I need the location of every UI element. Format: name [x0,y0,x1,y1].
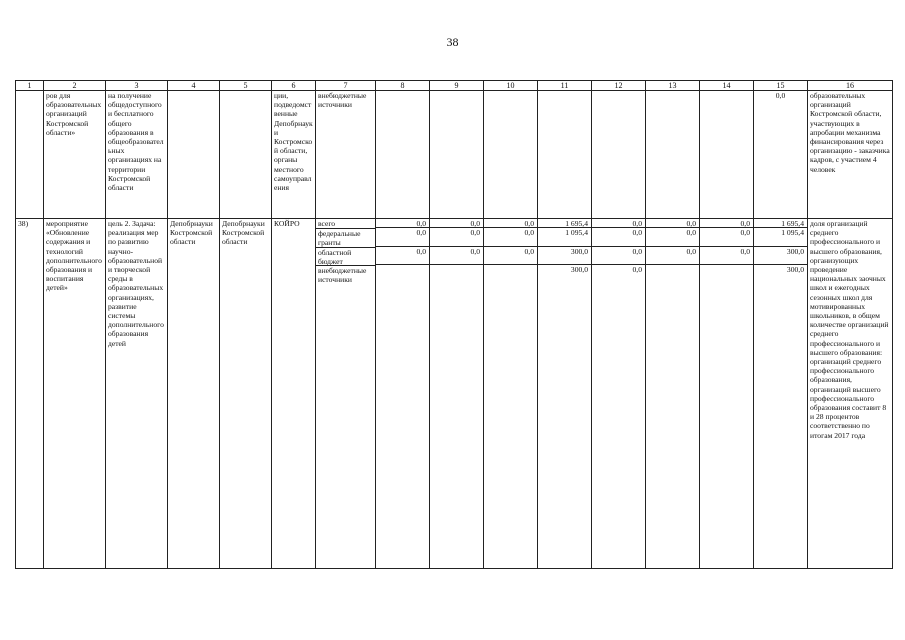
cell-goal: на получение общедоступного и бесплатного общего образования в общеобразовательных организациях на территории Костромской области [106,91,168,219]
cell-values-col11 [538,219,592,569]
table-row-38 [16,219,893,569]
cell-coordinator: Депобрнауки Костромской области [220,219,272,569]
cell-executor: КОЙРО [272,219,316,569]
value-federal: 0,0 [484,228,537,246]
value-federal: 1 095,4 [538,228,591,246]
cell-event-name: ров для образовательных организаций Костромской области» [44,91,106,219]
header-cell-4: 4 [168,81,220,91]
value-total: 1 695,4 [754,219,807,228]
source-extrabudget: внебюджетные источники [318,265,367,285]
cell-indicator: образовательных организаций Костромской области, участвующих в апробации механизма финансирования через организацию - заказчика кадров, с участием 4 человек [808,91,893,219]
cell-value [700,91,754,219]
value-regional: 0,0 [646,247,699,265]
value-regional: 0,0 [376,247,429,265]
program-table [15,80,893,569]
value-regional: 300,0 [538,247,591,265]
value-total: 0,0 [700,219,753,228]
header-cell-8: 8 [376,81,430,91]
value-federal: 0,0 [376,228,429,246]
value-federal: 0,0 [646,228,699,246]
value-extrabudget: 300,0 [786,264,804,274]
value-federal: 0,0 [592,228,645,246]
value-federal: 0,0 [430,228,483,246]
value-extrabudget [700,265,753,274]
cell-values-col9 [430,219,484,569]
cell-coordinator [220,91,272,219]
header-cell-11: 11 [538,81,592,91]
page-number: 38 [446,35,459,49]
header-cell-5: 5 [220,81,272,91]
value-total: 0,0 [646,219,699,228]
source-regional: областной бюджет [316,248,375,266]
header-cell-1: 1 [16,81,44,91]
cell-value [376,91,430,219]
source-federal: федеральные гранты [316,229,375,247]
value-total: 0,0 [376,219,429,228]
cell-value [592,91,646,219]
value-federal: 1 095,4 [754,228,807,246]
value-regional: 0,0 [430,247,483,265]
header-cell-2: 2 [44,81,106,91]
cell-executor: ции, подведомственные Депобрнауки Костромской области, органы местного самоуправления [272,91,316,219]
value-federal: 0,0 [700,228,753,246]
cell-value [646,91,700,219]
cell-indicator: доля организаций среднего профессионального и высшего образования, организующих проведение национальных заочных школ и ежегодных сезонных школ для мотивированных школьников, в общем количестве организаций среднего профессионального и высшего образования: организаций среднего профессионального образования, организаций высшего профессионального образования составит 8 и 28 процентов соответственно по итогам 2017 года [808,219,893,569]
cell-funding-source: внебюджетные источники [316,91,376,219]
header-cell-3: 3 [106,81,168,91]
cell-value [484,91,538,219]
value-regional: 300,0 [754,247,807,265]
cell-values-col13 [646,219,700,569]
header-row [16,81,893,91]
cell-customer [168,91,220,219]
cell-value [538,91,592,219]
value-extrabudget [484,265,537,274]
header-cell-16: 16 [808,81,893,91]
value-extrabudget: 300,0 [570,264,588,274]
header-cell-7: 7 [316,81,376,91]
header-cell-13: 13 [646,81,700,91]
cell-customer: Депобрнауки Костромской области [168,219,220,569]
header-cell-9: 9 [430,81,484,91]
value-regional: 0,0 [592,247,645,265]
value-total: 1 695,4 [538,219,591,228]
value-regional: 0,0 [700,247,753,265]
source-total: всего [316,219,375,229]
value-extrabudget [376,265,429,274]
cell-number: 38) [16,219,44,569]
cell-values-col8 [376,219,430,569]
cell-total-value: 0,0 [754,91,808,219]
cell-goal: цель 2. Задача: реализация мер по развитию научно-образовательной и творческой среды в образовательных организациях, развитие системы дополнительного образования детей [106,219,168,569]
header-cell-12: 12 [592,81,646,91]
header-cell-14: 14 [700,81,754,91]
cell-funding-sources [316,219,376,569]
cell-value [430,91,484,219]
cell-values-col15 [754,219,808,569]
value-total: 0,0 [430,219,483,228]
value-total: 0,0 [484,219,537,228]
cell-number [16,91,44,219]
value-regional: 0,0 [484,247,537,265]
cell-event-name: мероприятие «Обновление содержания и технологий дополнительного образования и воспитания детей» [44,219,106,569]
cell-values-col12 [592,219,646,569]
header-cell-10: 10 [484,81,538,91]
cell-values-col10 [484,219,538,569]
value-total: 0,0 [592,219,645,228]
value-extrabudget [646,265,699,274]
value-extrabudget [430,265,483,274]
cell-values-col14 [700,219,754,569]
header-cell-6: 6 [272,81,316,91]
header-cell-15: 15 [754,81,808,91]
table-row-continued [16,91,893,219]
value-extrabudget: 0,0 [632,264,642,274]
